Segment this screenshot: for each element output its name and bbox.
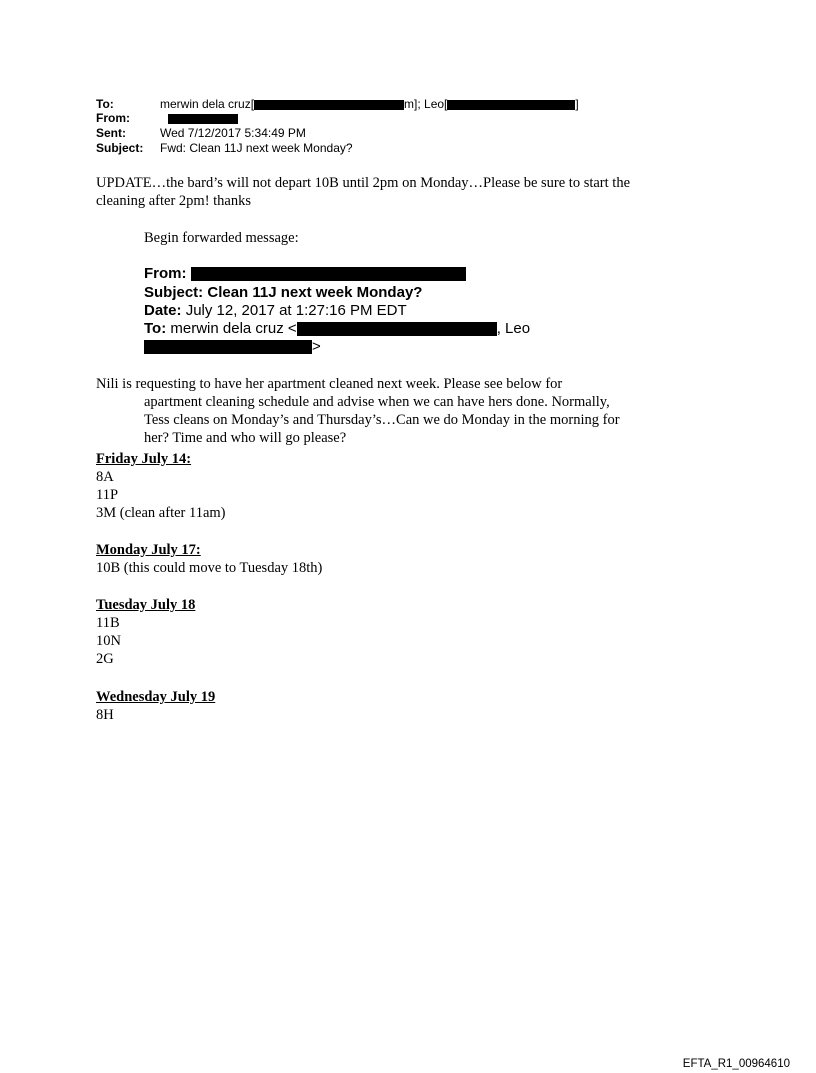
schedule-day-heading: Friday July 14: <box>96 451 192 467</box>
sent-value: Wed 7/12/2017 5:34:49 PM <box>160 126 306 140</box>
schedule-item: 10N <box>96 633 121 649</box>
subject-label: Subject: <box>96 141 144 155</box>
redaction-block <box>297 322 497 336</box>
schedule-day-heading: Tuesday July 18 <box>96 597 196 613</box>
schedule-item: 10B (this could move to Tuesday 18th) <box>96 560 323 576</box>
to-separator: m]; Leo[ <box>404 97 448 111</box>
forward-date-label: Date: <box>144 302 182 319</box>
from-label: From: <box>96 111 130 125</box>
to-close: ] <box>575 97 579 111</box>
message-line-1: Nili is requesting to have her apartment cleaned next week. Please see below for <box>96 376 563 392</box>
redaction-block <box>191 267 466 281</box>
to-value <box>160 97 579 111</box>
body-line-2: cleaning after 2pm! thanks <box>96 193 252 209</box>
forward-intro: Begin forwarded message: <box>144 230 299 246</box>
forward-subject <box>144 284 422 302</box>
schedule-day-heading: Monday July 17: <box>96 542 201 558</box>
from-value <box>168 111 238 125</box>
forward-to-close: > <box>312 338 321 355</box>
forward-subject-label: Subject: <box>144 284 204 301</box>
forward-to-name: merwin dela cruz < <box>170 320 297 337</box>
message-line-2: apartment cleaning schedule and advise when we can have hers done. Normally, <box>144 394 610 410</box>
schedule-item: 8H <box>96 707 114 723</box>
forward-to-separator: , Leo <box>496 320 531 337</box>
document-id: EFTA_R1_00964610 <box>682 1058 790 1070</box>
subject-value: Fwd: Clean 11J next week Monday? <box>160 141 353 155</box>
schedule-day-heading: Wednesday July 19 <box>96 689 216 705</box>
schedule-item: 8A <box>96 469 114 485</box>
sent-label: Sent: <box>96 126 126 140</box>
redaction-block <box>447 100 575 110</box>
forward-from-label: From: <box>144 265 187 282</box>
redaction-block <box>168 114 238 124</box>
email-header <box>96 97 696 157</box>
schedule-item: 3M (clean after 11am) <box>96 505 226 521</box>
forward-date <box>144 302 407 320</box>
forward-to-label: To: <box>144 320 167 337</box>
schedule-item: 11B <box>96 615 120 631</box>
message-line-3: Tess cleans on Monday’s and Thursday’s…Can we do Monday in the morning for <box>144 412 620 428</box>
redaction-block <box>254 100 404 110</box>
to-label: To: <box>96 97 114 111</box>
forward-from <box>144 265 466 283</box>
to-name: merwin dela cruz[ <box>160 97 255 111</box>
schedule-item: 11P <box>96 487 119 503</box>
body-line-1: UPDATE…the bard’s will not depart 10B until 2pm on Monday…Please be sure to start the <box>96 175 631 191</box>
forward-date-value: July 12, 2017 at 1:27:16 PM EDT <box>185 302 407 319</box>
message-line-4: her? Time and who will go please? <box>144 430 347 446</box>
forward-to-continued <box>144 338 321 356</box>
forward-to <box>144 320 530 338</box>
redaction-block <box>144 340 312 354</box>
schedule-item: 2G <box>96 651 114 667</box>
forward-subject-value: Clean 11J next week Monday? <box>207 284 423 301</box>
